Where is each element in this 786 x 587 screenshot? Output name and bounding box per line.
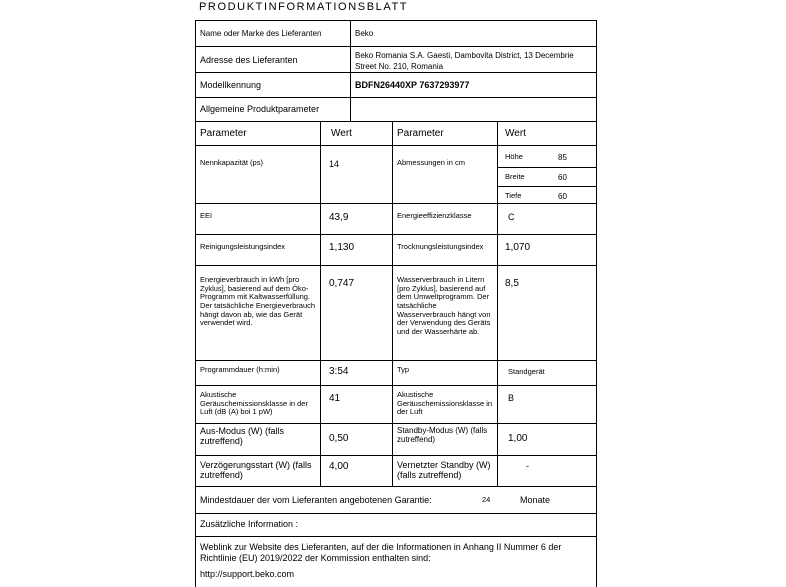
height-value: 85 xyxy=(558,153,567,162)
weblink-url[interactable]: http://support.beko.com xyxy=(200,569,295,579)
noise-class-value: B xyxy=(508,393,515,403)
cleaning-label: Reinigungsleistungsindex xyxy=(200,242,286,251)
height-label: Höhe xyxy=(505,152,523,161)
energy-class-value: C xyxy=(508,212,515,222)
address-line-1: Beko Romania S.A. Gaesti, Dambovita District, 13 Decembrie xyxy=(355,51,574,60)
model-label: Modellkennung xyxy=(200,80,262,90)
warranty-value: 24 xyxy=(482,495,491,504)
eei-label: EEI xyxy=(200,211,213,220)
energy-class-label: Energieeffizienzklasse xyxy=(397,211,472,220)
networked-standby-value: - xyxy=(526,461,529,471)
cleaning-value: 1,130 xyxy=(329,242,355,253)
depth-label: Tiefe xyxy=(505,191,522,200)
additional-information-label: Zusätzliche Information : xyxy=(200,519,299,529)
duration-value: 3:54 xyxy=(329,366,349,377)
column-value: Wert xyxy=(331,128,352,139)
column-parameter: Parameter xyxy=(200,128,247,139)
eei-value: 43,9 xyxy=(329,212,349,223)
duration-label: Programmdauer (h:min) xyxy=(200,365,280,374)
address-line-2: Street No. 210, Romania xyxy=(355,62,444,71)
dimensions-label: Abmessungen in cm xyxy=(397,158,465,167)
off-mode-value: 0,50 xyxy=(329,433,349,444)
water-consumption-label: Wasserverbrauch in Litern [pro Zyklus], basierend auf dem Umweltprogramm. Der tatsächliche Wasserverbrauch hängt von der Verwendung des Geräts und der Wasserhärte ab. xyxy=(397,275,491,336)
water-consumption-value: 8,5 xyxy=(505,278,519,289)
off-mode-label: Aus-Modus (W) (falls zutreffend) xyxy=(200,426,285,447)
networked-standby-label: Vernetzter Standby (W) (falls zutreffend) xyxy=(397,460,491,481)
type-value: Standgerät xyxy=(508,367,545,376)
width-value: 60 xyxy=(558,173,567,182)
address-label: Adresse des Lieferanten xyxy=(200,55,298,65)
noise-emission-label: Akustische Geräuschemissionsklasse in der Luft (dB (A) boi 1 pW) xyxy=(200,390,308,417)
drying-label: Trocknungsleistungsindex xyxy=(397,242,484,251)
standby-mode-label: Standby-Modus (W) (falls zutreffend) xyxy=(397,426,488,445)
type-label: Typ xyxy=(397,365,410,374)
energy-consumption-value: 0,747 xyxy=(329,278,355,289)
drying-value: 1,070 xyxy=(505,242,531,253)
standby-mode-value: 1,00 xyxy=(508,433,528,444)
capacity-value: 14 xyxy=(329,159,340,169)
column-value-2: Wert xyxy=(505,128,526,139)
noise-emission-value: 41 xyxy=(329,393,341,404)
supplier-value: Beko xyxy=(355,29,374,38)
supplier-label: Name oder Marke des Lieferanten xyxy=(200,29,322,38)
width-label: Breite xyxy=(505,172,525,181)
energy-consumption-label: Energieverbrauch in kWh [pro Zyklus], basierend auf dem Öko-Programm mit Kaltwasserfüllung. Der tatsächliche Energieverbrauch hängt davon ab, wie das Gerät verwendet wird. xyxy=(200,275,316,328)
depth-value: 60 xyxy=(558,192,567,201)
delay-start-value: 4,00 xyxy=(329,461,349,472)
warranty-label: Mindestdauer der vom Lieferanten angebotenen Garantie: xyxy=(200,495,432,505)
noise-class-label: Akustische Geräuschemissionsklasse in der Luft xyxy=(397,390,493,417)
sheet-title: PRODUKTINFORMATIONSBLATT xyxy=(199,1,409,13)
general-parameters-label: Allgemeine Produktparameter xyxy=(200,104,320,114)
delay-start-label: Verzögerungsstart (W) (falls zutreffend) xyxy=(200,460,312,481)
weblink-text: Weblink zur Website des Lieferanten, auf der die Informationen in Anhang II Nummer 6 der Richtlinie (EU) 2019/2022 der Kommission enthalten sind: xyxy=(200,542,562,564)
column-parameter-2: Parameter xyxy=(397,128,444,139)
warranty-unit: Monate xyxy=(520,495,551,505)
capacity-label: Nennkapazität (ps) xyxy=(200,158,263,167)
model-value: BDFN26440XP 7637293977 xyxy=(355,80,470,90)
